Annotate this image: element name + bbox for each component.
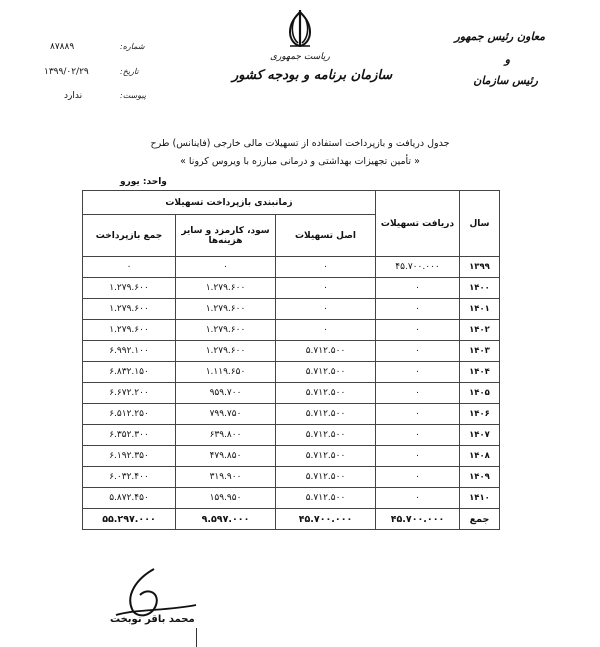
cell-total: ۶.۸۳۲.۱۵۰: [83, 362, 176, 383]
letter-attachment-label: پیوست:: [120, 91, 147, 100]
cell-total: ۵.۸۷۲.۴۵۰: [83, 488, 176, 509]
cell-interest: ۱.۲۷۹.۶۰۰: [176, 299, 276, 320]
table-row: [83, 320, 500, 341]
cell-interest: ۰: [176, 257, 276, 278]
iran-emblem-icon: [282, 8, 318, 50]
cell-interest: ۱۵۹.۹۵۰: [176, 488, 276, 509]
cell-principal: ۵.۷۱۲.۵۰۰: [276, 467, 376, 488]
col-header-received: دریافت تسهیلات: [376, 191, 460, 257]
margin-line: [196, 628, 197, 647]
cell-principal: ۵.۷۱۲.۵۰۰: [276, 404, 376, 425]
cell-received: ۰: [376, 299, 460, 320]
cell-principal: ۵.۷۱۲.۵۰۰: [276, 488, 376, 509]
cell-interest: ۶۳۹.۸۰۰: [176, 425, 276, 446]
cell-year: ۱۴۰۴: [460, 362, 500, 383]
doc-title-line1: جدول دریافت و بازپرداخت استفاده از تسهیلات مالی خارجی (فاینانس) طرح: [150, 138, 450, 149]
col-header-schedule: زمانبندی بازپرداخت تسهیلات: [83, 191, 376, 215]
cell-total: ۶.۱۹۲.۳۵۰: [83, 446, 176, 467]
table-row: [83, 467, 500, 488]
unit-label: واحد: یورو: [120, 177, 167, 187]
total-principal: ۴۵.۷۰۰.۰۰۰: [276, 509, 376, 530]
letter-number-value: ۸۷۸۸۹: [50, 42, 75, 52]
letter-date-value: ۱۳۹۹/۰۲/۲۹: [44, 67, 89, 77]
total-interest: ۹.۵۹۷.۰۰۰: [176, 509, 276, 530]
cell-received: ۰: [376, 362, 460, 383]
vp-title-line3: رئیس سازمان: [473, 74, 538, 87]
cell-interest: ۴۷۹.۸۵۰: [176, 446, 276, 467]
table-row: [83, 425, 500, 446]
cell-principal: ۰: [276, 320, 376, 341]
total-repayment: ۵۵.۲۹۷.۰۰۰: [83, 509, 176, 530]
cell-total: ۰: [83, 257, 176, 278]
cell-total: ۶.۰۳۲.۴۰۰: [83, 467, 176, 488]
cell-received: ۴۵.۷۰۰.۰۰۰: [376, 257, 460, 278]
repayment-table: [82, 190, 500, 530]
letter-date-label: تاریخ:: [120, 67, 139, 76]
table-row: [83, 404, 500, 425]
cell-principal: ۵.۷۱۲.۵۰۰: [276, 341, 376, 362]
cell-received: ۰: [376, 278, 460, 299]
cell-interest: ۷۹۹.۷۵۰: [176, 404, 276, 425]
cell-total: ۶.۵۱۲.۲۵۰: [83, 404, 176, 425]
doc-title-line2: « تأمین تجهیزات بهداشتی و درمانی مبارزه با ویروس کرونا »: [180, 156, 420, 167]
signatory-name: محمد باقر نوبخت: [110, 614, 195, 625]
table-row: [83, 383, 500, 404]
table-row: [83, 362, 500, 383]
cell-received: ۰: [376, 404, 460, 425]
cell-interest: ۱.۲۷۹.۶۰۰: [176, 320, 276, 341]
cell-total: ۱.۲۷۹.۶۰۰: [83, 320, 176, 341]
cell-year: ۱۴۱۰: [460, 488, 500, 509]
cell-received: ۰: [376, 488, 460, 509]
cell-year: ۱۴۰۰: [460, 278, 500, 299]
cell-year: ۱۴۰۹: [460, 467, 500, 488]
vp-title-line2: و: [504, 53, 510, 66]
vp-title-line1: معاون رئیس جمهور: [454, 30, 545, 43]
cell-principal: ۵.۷۱۲.۵۰۰: [276, 446, 376, 467]
cell-interest: ۳۱۹.۹۰۰: [176, 467, 276, 488]
cell-total: ۱.۲۷۹.۶۰۰: [83, 278, 176, 299]
cell-principal: ۵.۷۱۲.۵۰۰: [276, 362, 376, 383]
cell-principal: ۵.۷۱۲.۵۰۰: [276, 383, 376, 404]
col-header-total-repayment: جمع بازپرداخت: [83, 215, 176, 257]
cell-year: ۱۴۰۱: [460, 299, 500, 320]
org-top-title: ریاست جمهوری: [270, 52, 330, 62]
table-row: [83, 488, 500, 509]
cell-year: ۱۴۰۲: [460, 320, 500, 341]
cell-received: ۰: [376, 467, 460, 488]
cell-year: ۱۳۹۹: [460, 257, 500, 278]
cell-total: ۶.۹۹۲.۱۰۰: [83, 341, 176, 362]
cell-principal: ۵.۷۱۲.۵۰۰: [276, 425, 376, 446]
cell-received: ۰: [376, 383, 460, 404]
table-row: [83, 299, 500, 320]
cell-received: ۰: [376, 446, 460, 467]
cell-interest: ۹۵۹.۷۰۰: [176, 383, 276, 404]
table-row: [83, 446, 500, 467]
cell-principal: ۰: [276, 257, 376, 278]
cell-received: ۰: [376, 425, 460, 446]
cell-interest: ۱.۲۷۹.۶۰۰: [176, 278, 276, 299]
cell-year: ۱۴۰۵: [460, 383, 500, 404]
cell-interest: ۱.۱۱۹.۶۵۰: [176, 362, 276, 383]
col-header-interest: سود، کارمزد و سایر هزینه‌ها: [176, 215, 276, 257]
table-row: [83, 341, 500, 362]
table-row: [83, 278, 500, 299]
cell-year: ۱۴۰۳: [460, 341, 500, 362]
col-header-year: سال: [460, 191, 500, 257]
total-label: جمع: [460, 509, 500, 530]
total-received: ۴۵.۷۰۰.۰۰۰: [376, 509, 460, 530]
letter-attachment-value: ندارد: [64, 91, 83, 101]
org-main-title: سازمان برنامه و بودجه کشور: [232, 68, 393, 83]
cell-received: ۰: [376, 320, 460, 341]
cell-received: ۰: [376, 341, 460, 362]
cell-year: ۱۴۰۷: [460, 425, 500, 446]
table-total-row: [83, 509, 500, 530]
col-header-principal: اصل تسهیلات: [276, 215, 376, 257]
cell-principal: ۰: [276, 278, 376, 299]
cell-total: ۶.۳۵۲.۳۰۰: [83, 425, 176, 446]
cell-interest: ۱.۲۷۹.۶۰۰: [176, 341, 276, 362]
cell-year: ۱۴۰۶: [460, 404, 500, 425]
cell-principal: ۰: [276, 299, 376, 320]
letter-number-label: شماره:: [120, 42, 145, 51]
table-row: [83, 257, 500, 278]
cell-year: ۱۴۰۸: [460, 446, 500, 467]
cell-total: ۶.۶۷۲.۲۰۰: [83, 383, 176, 404]
cell-total: ۱.۲۷۹.۶۰۰: [83, 299, 176, 320]
